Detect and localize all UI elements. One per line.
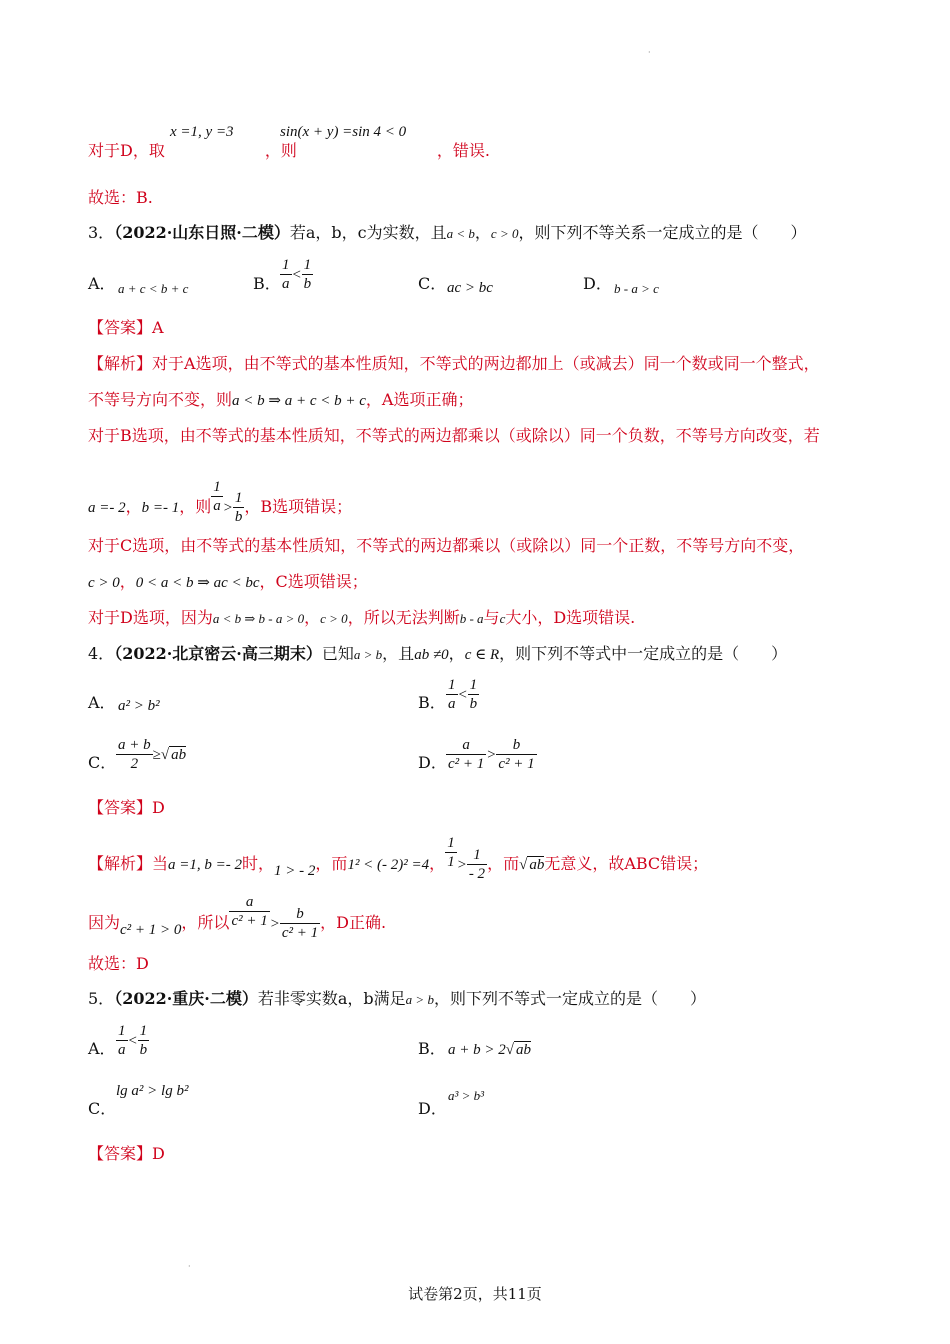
q3-option-d: b - a > c — [614, 281, 659, 296]
choice-line: 故选：B. — [88, 188, 153, 207]
text-line: 对于D，取 ，则 ，错误. — [88, 141, 490, 160]
question-4-stem: 4．（2022·北京密云·高三期末）已知a > b，且ab ≠0，c ∈ R，则下列不等式中一定成立的是（ ） — [88, 644, 788, 663]
question-5-stem: 5．（2022·重庆·二模）若非零实数a，b满足a > b，则下列不等式一定成立的是（ ） — [88, 989, 706, 1008]
question-3-stem: 3．（2022·山东日照·二模）若a，b，c为实数，且a < b，c > 0，则下列不等关系一定成立的是（ ） — [88, 223, 807, 242]
q3-option-a-label: A． — [88, 274, 116, 293]
q5-option-a: $\frac{1}{a}$ < $\frac{1}{b}$ — [118, 1023, 148, 1058]
q3-option-b: $\frac{1}{a}$ < $\frac{1}{b}$ — [282, 257, 312, 292]
q4-option-b: $\frac{1}{a}$ < $\frac{1}{b}$ — [448, 677, 478, 712]
q3-analysis-line: 对于B选项，由不等式的基本性质知，不等式的两边都乘以（或除以）同一个负数，不等号方向改变，若 — [88, 426, 820, 445]
corner-dot: · — [648, 48, 651, 57]
q3-analysis-line: a =- 2，b =- 1，则 $\frac{1}{a}$ > $\frac{1}{b}$ ，B选项错误； — [88, 479, 353, 525]
q5-option-b: a + b > 2√ ab — [448, 1042, 531, 1058]
choice-line: 故选：D — [88, 954, 149, 973]
q3-option-d-label: D． — [583, 274, 612, 293]
q3-option-c-label: C． — [418, 274, 447, 293]
q5-answer: 【答案】D — [88, 1144, 165, 1163]
q3-analysis-line: c > 0，0 < a < b ⇒ ac < bc，C选项错误； — [88, 572, 368, 591]
corner-dot: · — [188, 1262, 191, 1271]
q3-analysis-line: 对于D选项，因为a < b ⇒ b - a > 0，c > 0，所以无法判断b - a与c大小，D选项错误. — [88, 608, 636, 627]
q5-option-c-label: C． — [88, 1099, 117, 1118]
math-expr: x =1, y =3 — [170, 124, 234, 140]
page-footer: 试卷第2页，共11页 — [408, 1285, 542, 1303]
q4-option-b-label: B． — [418, 693, 446, 712]
q3-option-c: ac > bc — [447, 280, 493, 296]
q5-option-d: a³ > b³ — [448, 1088, 485, 1103]
q4-option-d-label: D． — [418, 753, 447, 772]
q5-option-b-label: B． — [418, 1039, 446, 1058]
q4-analysis-line: 因为c² + 1 > 0，所以 $\frac{a}{\text{c² + 1}}$ > $\frac{b}{\text{c² + 1}}$ ，D正确. — [88, 894, 387, 941]
q5-option-c: lg a² > lg b² — [116, 1083, 189, 1099]
q3-analysis-line: 对于C选项，由不等式的基本性质知，不等式的两边都乘以（或除以）同一个正数，不等号方向不变， — [88, 536, 805, 555]
q4-option-a-label: A． — [88, 693, 116, 712]
q4-option-a: a² > b² — [118, 698, 160, 714]
q4-analysis-line: 【解析】当a =1, b =- 2时，1 > - 2，而1² < (- 2)² =4， $\frac{1}{1}$ > $\frac{1}{- 2}$ ，而√ ab无意义，故ABC错误； — [88, 835, 709, 882]
q4-option-c-label: C． — [88, 753, 117, 772]
q3-answer: 【答案】A — [88, 318, 164, 337]
q4-answer: 【答案】D — [88, 798, 165, 817]
q3-option-b-label: B． — [253, 274, 281, 293]
q3-analysis-line: 不等号方向不变，则a < b ⇒ a + c < b + c，A选项正确； — [88, 390, 474, 409]
q4-option-d: $\frac{a}{\text{c² + 1}}$ > $\frac{b}{\text{c² + 1}}$ — [448, 737, 535, 772]
q5-option-d-label: D． — [418, 1099, 447, 1118]
math-expr: sin(x + y) =sin 4 < 0 — [280, 124, 407, 140]
q5-option-a-label: A． — [88, 1039, 116, 1058]
q3-option-a: a + c < b + c — [118, 281, 189, 296]
q4-option-c: $\frac{a + b}{2}$ ≥√ ab — [118, 737, 187, 772]
q3-analysis-line: 【解析】对于A选项，由不等式的基本性质知，不等式的两边都加上（或减去）同一个数或同一个整式， — [88, 354, 820, 373]
